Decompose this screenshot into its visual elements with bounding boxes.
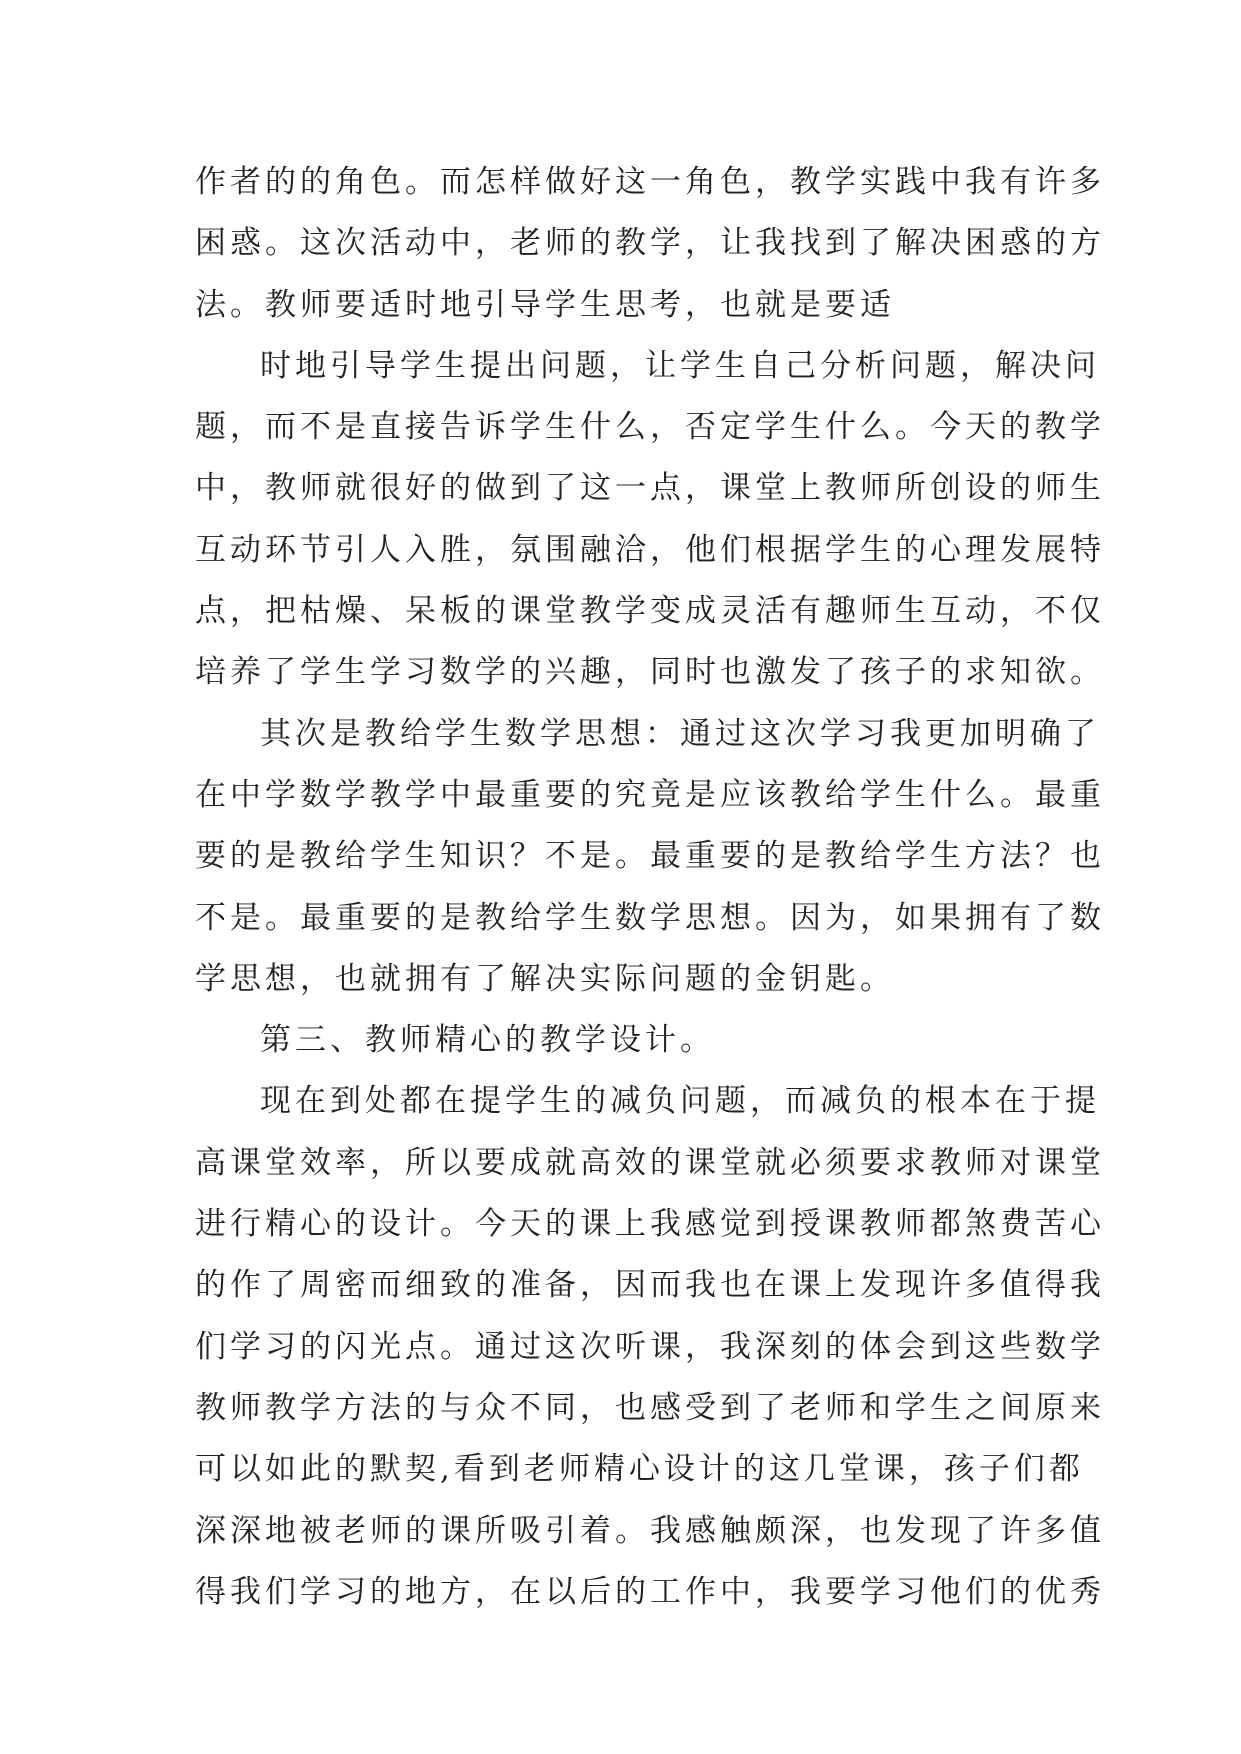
text-line: 的作了周密而细致的准备，因而我也在课上发现许多值得我 bbox=[195, 1267, 1105, 1304]
text-line: 第三、教师精心的教学设计。 bbox=[260, 1022, 715, 1059]
text-line: 们学习的闪光点。通过这次听课，我深刻的体会到这些数学 bbox=[195, 1328, 1105, 1365]
text-line: 题，而不是直接告诉学生什么，否定学生什么。今天的教学 bbox=[195, 409, 1105, 446]
text-line: 教师教学方法的与众不同，也感受到了老师和学生之间原来 bbox=[195, 1389, 1105, 1426]
text-line: 不是。最重要的是教给学生数学思想。因为，如果拥有了数 bbox=[195, 899, 1105, 936]
text-line: 要的是教给学生知识？不是。最重要的是教给学生方法？也 bbox=[195, 838, 1105, 875]
text-line: 在中学数学教学中最重要的究竟是应该教给学生什么。最重 bbox=[195, 776, 1105, 813]
text-line: 互动环节引人入胜，氛围融洽，他们根据学生的心理发展特 bbox=[195, 531, 1105, 568]
text-line: 可以如此的默契,看到老师精心设计的这几堂课，孩子们都 bbox=[195, 1451, 1084, 1488]
text-line: 培养了学生学习数学的兴趣，同时也激发了孩子的求知欲。 bbox=[195, 654, 1105, 691]
text-line: 困惑。这次活动中，老师的教学，让我找到了解决困惑的方 bbox=[195, 225, 1105, 262]
text-line: 高课堂效率，所以要成就高效的课堂就必须要求教师对课堂 bbox=[195, 1144, 1105, 1181]
text-line: 中，教师就很好的做到了这一点，课堂上教师所创设的师生 bbox=[195, 470, 1105, 507]
text-line: 点，把枯燥、呆板的课堂教学变成灵活有趣师生互动，不仅 bbox=[195, 593, 1105, 630]
text-line: 现在到处都在提学生的减负问题，而减负的根本在于提 bbox=[260, 1083, 1100, 1120]
text-line: 时地引导学生提出问题，让学生自己分析问题，解决问 bbox=[260, 347, 1100, 384]
text-line: 法。教师要适时地引导学生思考，也就是要适 bbox=[195, 286, 895, 323]
text-line: 深深地被老师的课所吸引着。我感触颇深，也发现了许多值 bbox=[195, 1512, 1105, 1549]
text-line: 得我们学习的地方，在以后的工作中，我要学习他们的优秀 bbox=[195, 1573, 1105, 1610]
text-line: 其次是教给学生数学思想：通过这次学习我更加明确了 bbox=[260, 715, 1100, 752]
text-line: 学思想，也就拥有了解决实际问题的金钥匙。 bbox=[195, 960, 895, 997]
text-line: 作者的的角色。而怎样做好这一角色，教学实践中我有许多 bbox=[195, 164, 1105, 200]
text-line: 进行精心的设计。今天的课上我感觉到授课教师都煞费苦心 bbox=[195, 1206, 1105, 1243]
document-body bbox=[195, 152, 1105, 1623]
